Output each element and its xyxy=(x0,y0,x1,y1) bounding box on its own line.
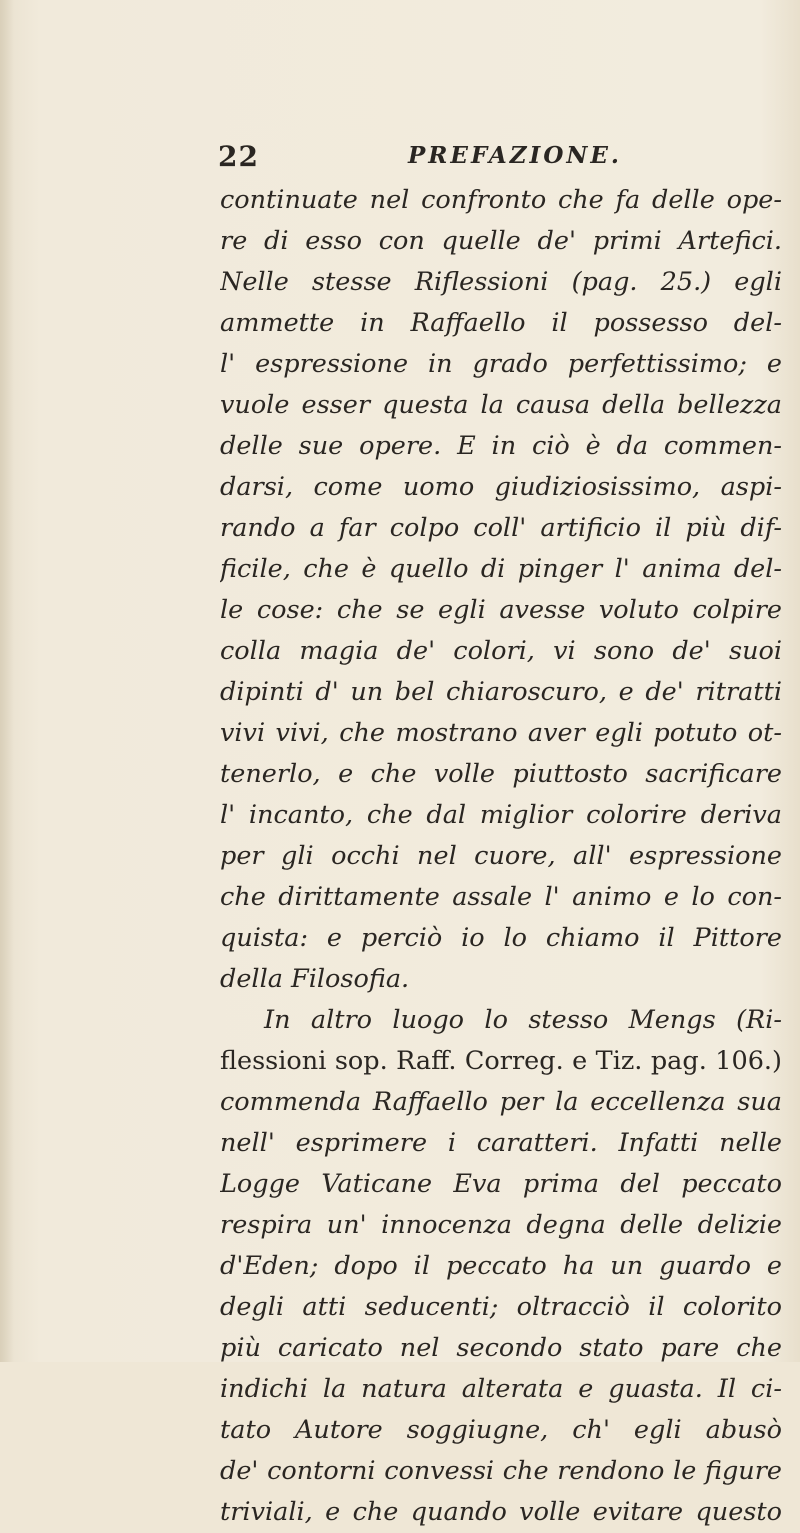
paragraph-end-line: della Filosofia. xyxy=(220,964,410,994)
text-line: Logge Vaticane Eva prima del peccato xyxy=(220,1169,782,1199)
text-line: degli atti seducenti; oltracciò il colorito xyxy=(220,1292,782,1322)
text-line: d'Eden; dopo il peccato ha un guardo e xyxy=(220,1251,782,1281)
text-line: l' espressione in grado perfettissimo; e xyxy=(220,349,782,379)
text-line: tato Autore soggiugne, ch' egli abusò xyxy=(220,1415,782,1445)
text-line: flessioni sop. Raff. Correg. e Tiz. pag. 106.) xyxy=(220,1046,782,1076)
text-line: respira un' innocenza degna delle delizie xyxy=(220,1210,782,1240)
text-line: commenda Raffaello per la eccellenza sua xyxy=(220,1087,782,1117)
page-number: 22 xyxy=(218,140,259,173)
text-line: indichi la natura alterata e guasta. Il ci- xyxy=(220,1374,782,1404)
page-header xyxy=(218,140,758,180)
text-line: delle sue opere. E in ciò è da commen- xyxy=(220,431,782,461)
text-line: quista: e perciò io lo chiamo il Pittore xyxy=(220,923,782,953)
text-line: ficile, che è quello di pinger l' anima del- xyxy=(220,554,782,584)
text-line: dipinti d' un bel chiaroscuro, e de' ritratti xyxy=(220,677,782,707)
text-line: vivi vivi, che mostrano aver egli potuto ot- xyxy=(220,718,782,748)
body-text xyxy=(220,180,782,1533)
text-line: le cose: che se egli avesse voluto colpire xyxy=(220,595,782,625)
text-line: triviali, e che quando volle evitare questo xyxy=(220,1497,782,1527)
paragraph-start-line: In altro luogo lo stesso Mengs (Ri- xyxy=(264,1005,782,1035)
text-line: tenerlo, e che volle piuttosto sacrificare xyxy=(220,759,782,789)
text-line: l' incanto, che dal miglior colorire deriva xyxy=(220,800,782,830)
text-line: nell' esprimere i caratteri. Infatti nelle xyxy=(220,1128,782,1158)
running-title: PREFAZIONE. xyxy=(408,142,622,169)
page-gutter-shadow xyxy=(0,0,14,1362)
text-line: per gli occhi nel cuore, all' espressione xyxy=(220,841,782,871)
text-line: colla magia de' colori, vi sono de' suoi xyxy=(220,636,782,666)
text-line: re di esso con quelle de' primi Artefici. xyxy=(220,226,782,256)
text-line: che dirittamente assale l' animo e lo con- xyxy=(220,882,782,912)
text-line: darsi, come uomo giudiziosissimo, aspi- xyxy=(220,472,782,502)
text-line: vuole esser questa la causa della bellezza xyxy=(220,390,782,420)
text-line: continuate nel confronto che fa delle ope- xyxy=(220,185,782,215)
text-line: Nelle stesse Riflessioni (pag. 25.) egli xyxy=(220,267,782,297)
text-line: rando a far colpo coll' artificio il più dif- xyxy=(220,513,782,543)
text-line: più caricato nel secondo stato pare che xyxy=(220,1333,782,1363)
text-line: de' contorni convessi che rendono le figure xyxy=(220,1456,782,1486)
text-line: ammette in Raffaello il possesso del- xyxy=(220,308,782,338)
